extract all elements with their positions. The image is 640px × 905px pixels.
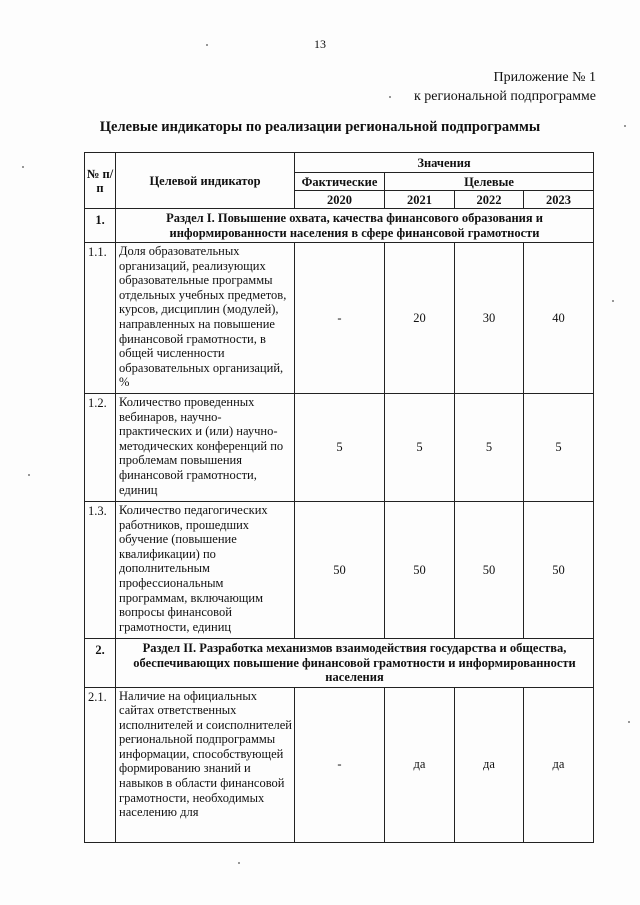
value-2020: - [295,687,385,842]
header-indicator: Целевой индикатор [116,153,295,209]
value-2022: 50 [455,502,524,639]
appendix-line-2: к региональной подпрограмме [413,89,596,104]
indicator-name: Доля образовательных организаций, реализующих образовательные программы отдельных учебных предметов, курсов, дисциплин (модулей), направленных на повышение финансовой грамотности, в общей численности образовательных организаций, % [116,243,295,394]
document-title: Целевые индикаторы по реализации региональной подпрограммы [99,119,541,135]
header-year-2021: 2021 [385,191,455,209]
header-actual: Фактические [295,173,385,191]
appendix-caption [414,68,596,106]
indicators-table [84,152,594,843]
scan-speck [628,721,630,723]
header-year-2022: 2022 [455,191,524,209]
row-number: 1.2. [85,394,116,502]
scan-speck [28,474,30,476]
section-title: Раздел II. Разработка механизмов взаимодействия государства и общества, обеспечивающих повышение финансовой грамотности и информированности населения [116,639,594,688]
header-row-1 [85,153,594,173]
header-num: № п/п [85,153,116,209]
scan-speck [22,166,24,168]
header-target: Целевые [385,173,594,191]
scan-speck [389,96,391,98]
header-year-2020: 2020 [295,191,385,209]
value-2020: 50 [295,502,385,639]
value-2020: - [295,243,385,394]
table-row [85,687,594,842]
value-2022: да [455,687,524,842]
appendix-line-1: Приложение № 1 [493,70,596,85]
section-row-2 [85,639,594,688]
value-2022: 30 [455,243,524,394]
scan-speck [206,44,208,46]
value-2021: 20 [385,243,455,394]
table-row [85,243,594,394]
section-row-1 [85,209,594,243]
row-number: 1.3. [85,502,116,639]
section-number: 2. [85,639,116,688]
table-row [85,502,594,639]
value-2023: 5 [524,394,594,502]
row-number: 2.1. [85,687,116,842]
value-2021: 50 [385,502,455,639]
section-number: 1. [85,209,116,243]
value-2023: 40 [524,243,594,394]
scan-speck [624,125,626,127]
header-year-2023: 2023 [524,191,594,209]
header-values: Значения [295,153,594,173]
value-2021: 5 [385,394,455,502]
row-number: 1.1. [85,243,116,394]
value-2022: 5 [455,394,524,502]
page-number: 13 [314,37,326,51]
value-2023: да [524,687,594,842]
value-2021: да [385,687,455,842]
indicator-name: Количество педагогических работников, прошедших обучение (повышение квалификации) по дополнительным профессиональным программам, включающим вопросы финансовой грамотности, единиц [116,502,295,639]
indicator-name: Наличие на официальных сайтах ответственных исполнителей и соисполнителей региональной подпрограммы информации, способствующей формированию знаний и навыков в области финансовой грамотности, необходимых населению для [116,687,295,842]
value-2023: 50 [524,502,594,639]
scan-speck [612,300,614,302]
section-title: Раздел I. Повышение охвата, качества финансового образования и информированности населения в сфере финансовой грамотности [116,209,594,243]
scan-speck [238,862,240,864]
indicator-name: Количество проведенных вебинаров, научно-практических и (или) научно-методических конференций по проблемам повышения финансовой грамотности, единиц [116,394,295,502]
value-2020: 5 [295,394,385,502]
table-row [85,394,594,502]
